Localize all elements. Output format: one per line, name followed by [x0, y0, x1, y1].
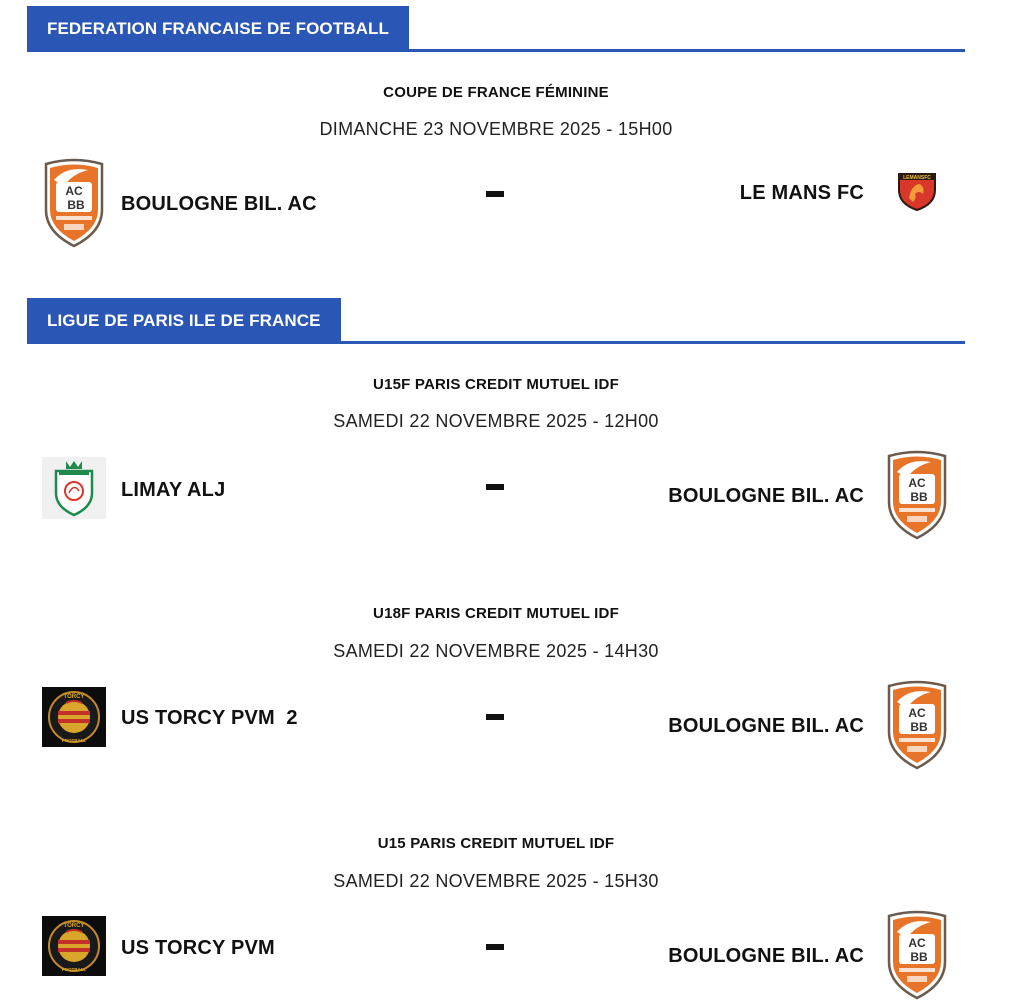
acbb-crest-icon [885, 680, 949, 770]
le-mans-fc-crest-icon [895, 168, 939, 212]
section-header [27, 6, 965, 52]
acbb-crest-icon [42, 158, 106, 248]
home-team-name[interactable]: US TORCY PVM [121, 937, 275, 959]
section-ffp [27, 6, 965, 52]
versus-dash [486, 944, 504, 950]
away-team-name[interactable]: BOULOGNE BIL. AC [668, 485, 864, 507]
away-team-name[interactable]: LE MANS FC [739, 182, 864, 204]
match-datetime: SAMEDI 22 NOVEMBRE 2025 - 14H30 [333, 641, 659, 661]
versus-dash [486, 714, 504, 720]
home-team-name[interactable]: US TORCY PVM 2 [121, 707, 298, 729]
match-datetime: DIMANCHE 23 NOVEMBRE 2025 - 15H00 [319, 119, 673, 139]
competition-label: U15F PARIS CREDIT MUTUEL IDF [373, 376, 619, 393]
limay-alj-crest-icon [42, 457, 106, 519]
match-datetime: SAMEDI 22 NOVEMBRE 2025 - 12H00 [333, 411, 659, 431]
acbb-crest-icon [885, 910, 949, 1005]
match-card[interactable] [27, 603, 965, 803]
versus-dash [486, 484, 504, 490]
competition-label: COUPE DE FRANCE FÉMININE [383, 84, 609, 101]
match-datetime: SAMEDI 22 NOVEMBRE 2025 - 15H30 [333, 871, 659, 891]
versus-dash [486, 191, 504, 197]
section-title: LIGUE DE PARIS ILE DE FRANCE [27, 298, 341, 344]
section-lpif [27, 298, 965, 344]
match-card[interactable] [27, 833, 965, 1005]
section-title: FEDERATION FRANCAISE DE FOOTBALL [27, 6, 409, 52]
home-team-name[interactable]: BOULOGNE BIL. AC [121, 193, 317, 215]
acbb-crest-icon [885, 450, 949, 540]
torcy-crest-icon [42, 687, 106, 747]
away-team-name[interactable]: BOULOGNE BIL. AC [668, 715, 864, 737]
torcy-crest-icon [42, 916, 106, 976]
section-header [27, 298, 965, 344]
competition-label: U15 PARIS CREDIT MUTUEL IDF [377, 835, 615, 852]
home-team-name[interactable]: LIMAY ALJ [121, 479, 226, 501]
match-card[interactable] [27, 373, 965, 573]
away-team-name[interactable]: BOULOGNE BIL. AC [668, 945, 864, 967]
competition-label: U18F PARIS CREDIT MUTUEL IDF [373, 605, 619, 622]
match-card[interactable] [27, 80, 965, 280]
